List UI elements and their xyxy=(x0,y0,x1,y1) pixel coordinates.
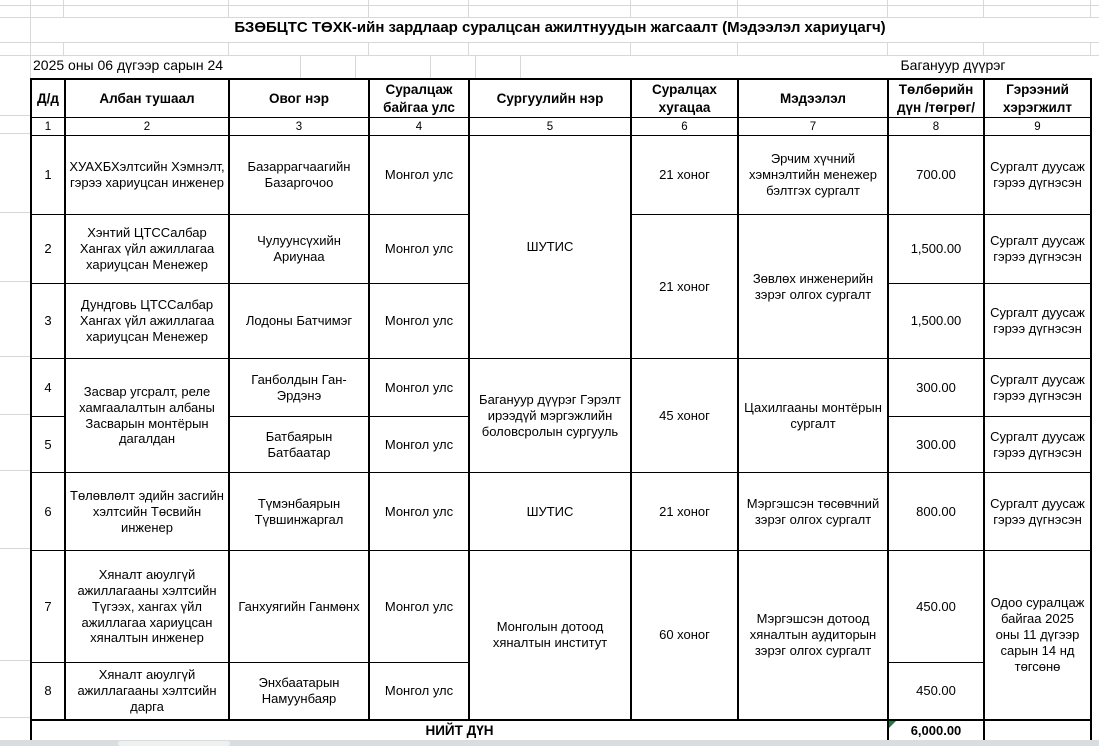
gridline xyxy=(630,42,631,55)
cell-index[interactable]: 6 xyxy=(31,473,65,551)
cell-name[interactable]: Түмэнбаярын Түвшинжаргал xyxy=(229,473,369,551)
gridline xyxy=(887,42,888,55)
cell-status[interactable]: Сургалт дуусаж гэрээ дүгнэсэн xyxy=(984,473,1091,551)
gridline xyxy=(1090,0,1091,17)
header-status[interactable]: Гэрээний хэрэгжилт xyxy=(984,79,1091,118)
colnum-6[interactable]: 6 xyxy=(631,118,738,136)
cell-country[interactable]: Монгол улс xyxy=(369,473,469,551)
gridline xyxy=(30,0,31,78)
gridline xyxy=(355,55,356,78)
cell-index[interactable]: 8 xyxy=(31,663,65,720)
cell-info[interactable]: Эрчим хүчний хэмнэлтийн менежер бэлтгэх сургалт xyxy=(738,136,888,215)
gridline xyxy=(300,55,301,78)
header-position[interactable]: Албан тушаал xyxy=(65,79,229,118)
cell-index[interactable]: 4 xyxy=(31,359,65,417)
page-title: БЗӨБЦТС ТӨХК-ийн зардлаар суралцсан ажилтнуудын жагсаалт (Мэдээлэл хариуцагч) xyxy=(234,19,886,36)
gridline xyxy=(228,0,229,17)
cell-amount[interactable]: 300.00 xyxy=(888,359,984,417)
cell-name[interactable]: Чулуунсүхийн Ариунаа xyxy=(229,215,369,284)
gridline xyxy=(468,0,469,17)
cell-position[interactable]: Дундговь ЦТССалбар Хангах үйл ажиллагаа хариуцсан Менежер xyxy=(65,284,229,359)
gridline xyxy=(0,55,1099,56)
gridline xyxy=(983,42,984,55)
cell-index[interactable]: 3 xyxy=(31,284,65,359)
cell-school[interactable]: Монголын дотоод хяналтын институт xyxy=(469,551,631,720)
cell-position[interactable]: Хяналт аюулгүй ажиллагааны хэлтсийн дарга xyxy=(65,663,229,720)
cell-position[interactable]: Хяналт аюулгүй ажиллагааны хэлтсийн Түгээх, хангах үйл ажиллагаа хариуцсан хяналтын инженер xyxy=(65,551,229,663)
table-row xyxy=(31,136,1091,215)
colnum-1[interactable]: 1 xyxy=(31,118,65,136)
gridline xyxy=(0,356,30,357)
table-row xyxy=(31,473,1091,551)
header-row xyxy=(31,79,1091,118)
cell-country[interactable]: Монгол улс xyxy=(369,663,469,720)
cell-info[interactable]: Мэргэшсэн төсөвчний зэрэг олгох сургалт xyxy=(738,473,888,551)
gridline xyxy=(468,42,469,55)
header-country[interactable]: Суралцаж байгаа улс xyxy=(369,79,469,118)
cell-info[interactable]: Мэргэшсэн дотоод хяналтын аудиторын зэрэг олгох сургалт xyxy=(738,551,888,720)
gridline xyxy=(475,55,476,78)
cell-country[interactable]: Монгол улс xyxy=(369,417,469,473)
cell-duration[interactable]: 60 хоног xyxy=(631,551,738,720)
cell-school[interactable]: ШУТИС xyxy=(469,136,631,359)
gridline xyxy=(368,42,369,55)
cell-country[interactable]: Монгол улс xyxy=(369,359,469,417)
gridline xyxy=(983,0,984,17)
cell-duration[interactable]: 21 хоног xyxy=(631,215,738,359)
cell-status[interactable]: Сургалт дуусаж гэрээ дүгнэсэн xyxy=(984,284,1091,359)
cell-amount[interactable]: 450.00 xyxy=(888,663,984,720)
cell-duration[interactable]: 45 хоног xyxy=(631,359,738,473)
gridline xyxy=(0,660,30,661)
gridline xyxy=(0,133,30,134)
header-name[interactable]: Овог нэр xyxy=(229,79,369,118)
gridline xyxy=(520,55,521,78)
colnum-4[interactable]: 4 xyxy=(369,118,469,136)
gridline xyxy=(630,0,631,17)
gridline xyxy=(228,42,229,55)
cell-status[interactable]: Сургалт дуусаж гэрээ дүгнэсэн xyxy=(984,136,1091,215)
gridline xyxy=(737,0,738,17)
report-date: 2025 оны 06 дүгээр сарын 24 xyxy=(33,57,224,73)
cell-name[interactable]: Энхбаатарын Намуунбаяр xyxy=(229,663,369,720)
cell-info[interactable]: Зөвлөх инженерийн зэрэг олгох сургалт xyxy=(738,215,888,359)
header-duration[interactable]: Суралцах хугацаа xyxy=(631,79,738,118)
cell-name[interactable]: Батбаярын Батбаатар xyxy=(229,417,369,473)
bottom-strip xyxy=(0,740,1099,746)
district-label: Багануур дүүрэг xyxy=(900,57,1006,73)
cell-position[interactable]: ХУАХБХэлтсийн Хэмнэлт, гэрээ хариуцсан инженер xyxy=(65,136,229,215)
column-number-row xyxy=(31,118,1091,136)
gridline xyxy=(368,0,369,17)
cell-position[interactable]: Төлөвлөлт эдийн засгийн хэлтсийн Төсвийн инженер xyxy=(65,473,229,551)
cell-position[interactable]: Хэнтий ЦТССалбар Хангах үйл ажиллагаа хариуцсан Менежер xyxy=(65,215,229,284)
cell-amount[interactable]: 450.00 xyxy=(888,551,984,663)
gridline xyxy=(0,212,30,213)
cell-amount[interactable]: 1,500.00 xyxy=(888,215,984,284)
cell-status[interactable]: Сургалт дуусаж гэрээ дүгнэсэн xyxy=(984,359,1091,417)
cell-name[interactable]: Базаррагчаагийн Базаргочоо xyxy=(229,136,369,215)
cell-name[interactable]: Ганболдын Ган-Эрдэнэ xyxy=(229,359,369,417)
cell-info[interactable]: Цахилгааны монтёрын сургалт xyxy=(738,359,888,473)
cell-index[interactable]: 5 xyxy=(31,417,65,473)
gridline xyxy=(0,115,30,116)
gridline xyxy=(63,42,64,55)
gridline xyxy=(887,0,888,17)
cell-school[interactable]: Багануур дүүрэг Гэрэлт ирээдүй мэргэжлийн боловсролын сургууль xyxy=(469,359,631,473)
cell-index[interactable]: 7 xyxy=(31,551,65,663)
cell-status[interactable]: Сургалт дуусаж гэрээ дүгнэсэн xyxy=(984,417,1091,473)
table-row xyxy=(31,551,1091,663)
gridline xyxy=(0,717,30,718)
cell-amount[interactable]: 1,500.00 xyxy=(888,284,984,359)
header-info[interactable]: Мэдээлэл xyxy=(738,79,888,118)
gridline xyxy=(0,5,1099,6)
header-index[interactable]: Д/д xyxy=(31,79,65,118)
gridline xyxy=(0,281,30,282)
total-label[interactable]: НИЙТ ДҮН xyxy=(31,720,888,743)
cell-name[interactable]: Лодоны Батчимэг xyxy=(229,284,369,359)
gridline xyxy=(737,42,738,55)
colnum-7[interactable]: 7 xyxy=(738,118,888,136)
colnum-5[interactable]: 5 xyxy=(469,118,631,136)
cell-country[interactable]: Монгол улс xyxy=(369,284,469,359)
cell-school[interactable]: ШУТИС xyxy=(469,473,631,551)
gridline xyxy=(0,470,30,471)
gridline xyxy=(0,17,1099,18)
cell-name[interactable]: Ганхуягийн Ганмөнх xyxy=(229,551,369,663)
gridline xyxy=(63,0,64,17)
cell-index[interactable]: 1 xyxy=(31,136,65,215)
cell-country[interactable]: Монгол улс xyxy=(369,551,469,663)
cell-error-marker-icon xyxy=(889,721,896,728)
cell-status[interactable]: Одоо суралцаж байгаа 2025 оны 11 дүгээр сарын 14 нд төгсөнө xyxy=(984,551,1091,720)
colnum-9[interactable]: 9 xyxy=(984,118,1091,136)
cell-duration[interactable]: 21 хоног xyxy=(631,136,738,215)
cell-duration[interactable]: 21 хоног xyxy=(631,473,738,551)
bottom-blob xyxy=(118,741,230,746)
cell-index[interactable]: 2 xyxy=(31,215,65,284)
cell-status[interactable]: Сургалт дуусаж гэрээ дүгнэсэн xyxy=(984,215,1091,284)
gridline xyxy=(430,55,431,78)
total-amount: 6,000.00 xyxy=(910,723,962,739)
cell-amount[interactable]: 700.00 xyxy=(888,136,984,215)
cell-country[interactable]: Монгол улс xyxy=(369,136,469,215)
cell-position[interactable]: Засвар угсралт, реле хамгаалалтын албаны Засварын монтёрын дагалдан xyxy=(65,359,229,473)
colnum-3[interactable]: 3 xyxy=(229,118,369,136)
gridline xyxy=(0,414,30,415)
gridline xyxy=(0,42,1099,43)
colnum-2[interactable]: 2 xyxy=(65,118,229,136)
table-row xyxy=(31,359,1091,417)
training-table xyxy=(30,78,1092,744)
gridline xyxy=(1090,42,1091,55)
cell-country[interactable]: Монгол улс xyxy=(369,215,469,284)
header-amount[interactable]: Төлбөрийн дүн /төгрөг/ xyxy=(888,79,984,118)
header-school[interactable]: Сургуулийн нэр xyxy=(469,79,631,118)
gridline xyxy=(0,548,30,549)
cell-amount[interactable]: 800.00 xyxy=(888,473,984,551)
colnum-8[interactable]: 8 xyxy=(888,118,984,136)
cell-amount[interactable]: 300.00 xyxy=(888,417,984,473)
